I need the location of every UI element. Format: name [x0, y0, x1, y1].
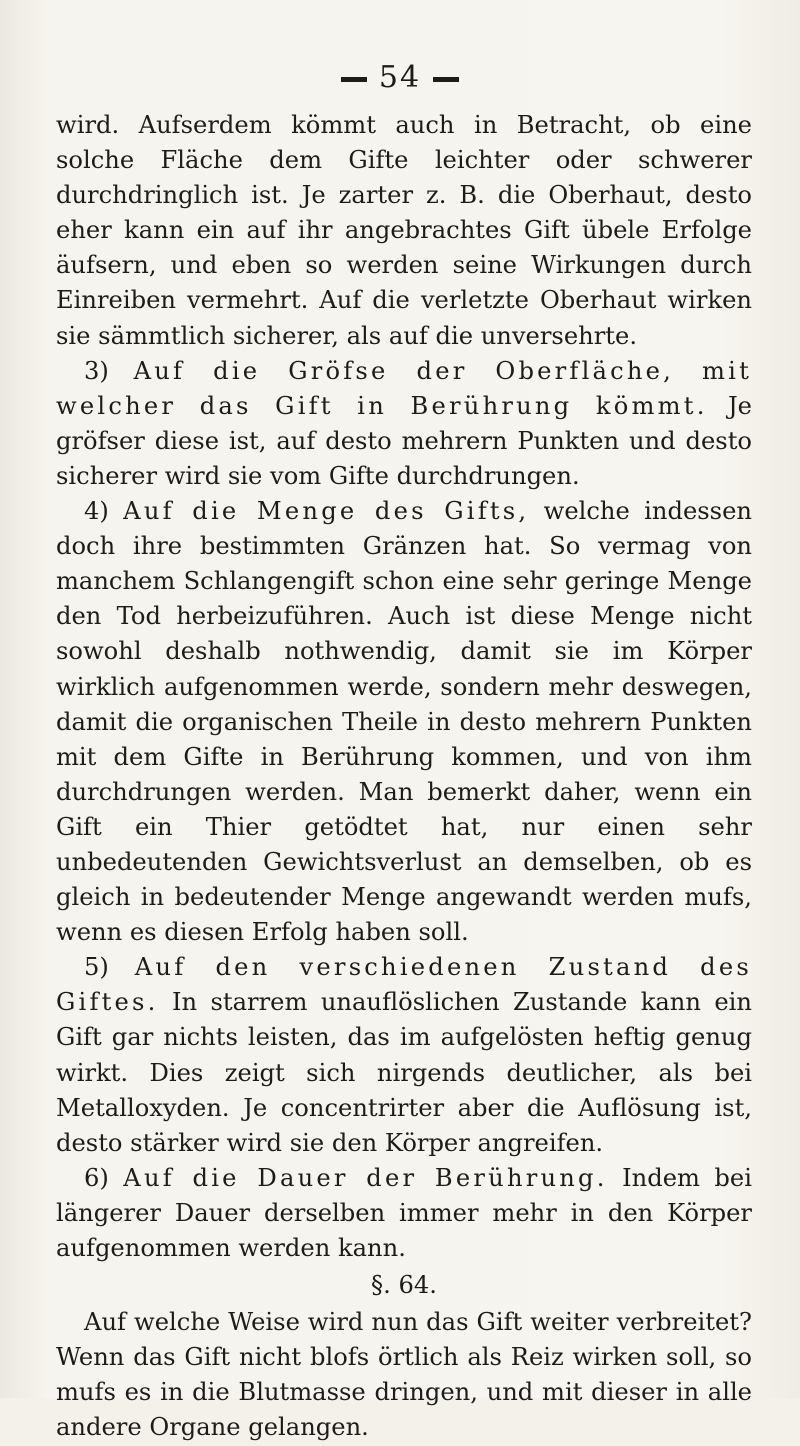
item-4-number: 4) — [84, 497, 109, 526]
item-5-number: 5) — [84, 953, 109, 982]
item-3 — [56, 354, 752, 494]
final-paragraph: Auf welche Weise wird nun das Gift weiter verbreitet? Wenn das Gift nicht blofs örtlich als Reiz wirken soll, so mufs es in die Blutmasse dringen, und mit dieser in alle andere Organe gelangen. — [56, 1308, 752, 1442]
item-4 — [56, 494, 752, 950]
section-heading: §. 64. — [371, 1271, 437, 1300]
item-5-text: In starrem unauflöslichen Zustande kann ein Gift gar nichts leisten, das im aufgelösten heftig genug wirkt. Dies zeigt sich nirgends deutlicher, als bei Metalloxyden. Je concentrirter aber die Auflösung ist, desto stärker wird sie den Körper angreifen. — [56, 988, 752, 1157]
item-4-text: welche indessen doch ihre bestimmten Gränzen hat. So vermag von manchem Schlangengift schon eine sehr geringe Menge den Tod herbeizuführen. Auch ist diese Menge nicht sowohl deshalb nothwendig, damit sie im Körper wirklich aufgenommen werde, sondern mehr deswegen, damit die organischen Theile in desto mehrern Punkten mit dem Gifte in Berührung kommen, und von ihm durchdrungen werden. Man bemerkt daher, wenn ein Gift ein Thier getödtet hat, nur einen sehr unbedeutenden Gewichtsverlust an demselben, ob es gleich in bedeutender Menge angewandt werden mufs, wenn es diesen Erfolg haben soll. — [56, 497, 752, 947]
opening-paragraph: wird. Aufserdem kömmt auch in Betracht, ob eine solche Fläche dem Gifte leichter oder schwerer durchdringlich ist. Je zarter z. B. die Oberhaut, desto eher kann ein auf ihr angebrachtes Gift übele Erfolge äufsern, und eben so werden seine Wirkungen durch Einreiben vermehrt. Auf die verletzte Oberhaut wirken sie sämmtlich sicherer, als auf die unversehrte. — [56, 111, 752, 350]
header-dash-right — [433, 77, 459, 82]
item-3-number: 3) — [84, 356, 109, 385]
page-body — [56, 108, 752, 1446]
item-3-text: Je gröfser diese ist, auf desto mehrern Punkten und desto sicherer wird sie vom Gifte durchdrungen. — [56, 391, 752, 490]
item-6-number: 6) — [84, 1163, 109, 1192]
item-4-heading: Auf die Menge des Gifts, — [123, 497, 530, 526]
page-header — [0, 60, 800, 95]
item-5-heading: Auf den verschiedenen Zustand des Giftes. — [56, 953, 752, 1017]
item-6-heading: Auf die Dauer der Berührung. — [123, 1163, 608, 1192]
item-5 — [56, 950, 752, 1161]
header-dash-left — [341, 77, 367, 82]
item-3-heading: Auf die Gröfse der Oberfläche, mit welcher das Gift in Berührung kömmt. — [56, 356, 752, 420]
item-6 — [56, 1161, 752, 1266]
item-6-text: Indem bei längerer Dauer derselben immer mehr in den Körper aufgenommen werden kann. — [56, 1163, 752, 1262]
page-number: 54 — [378, 60, 422, 95]
